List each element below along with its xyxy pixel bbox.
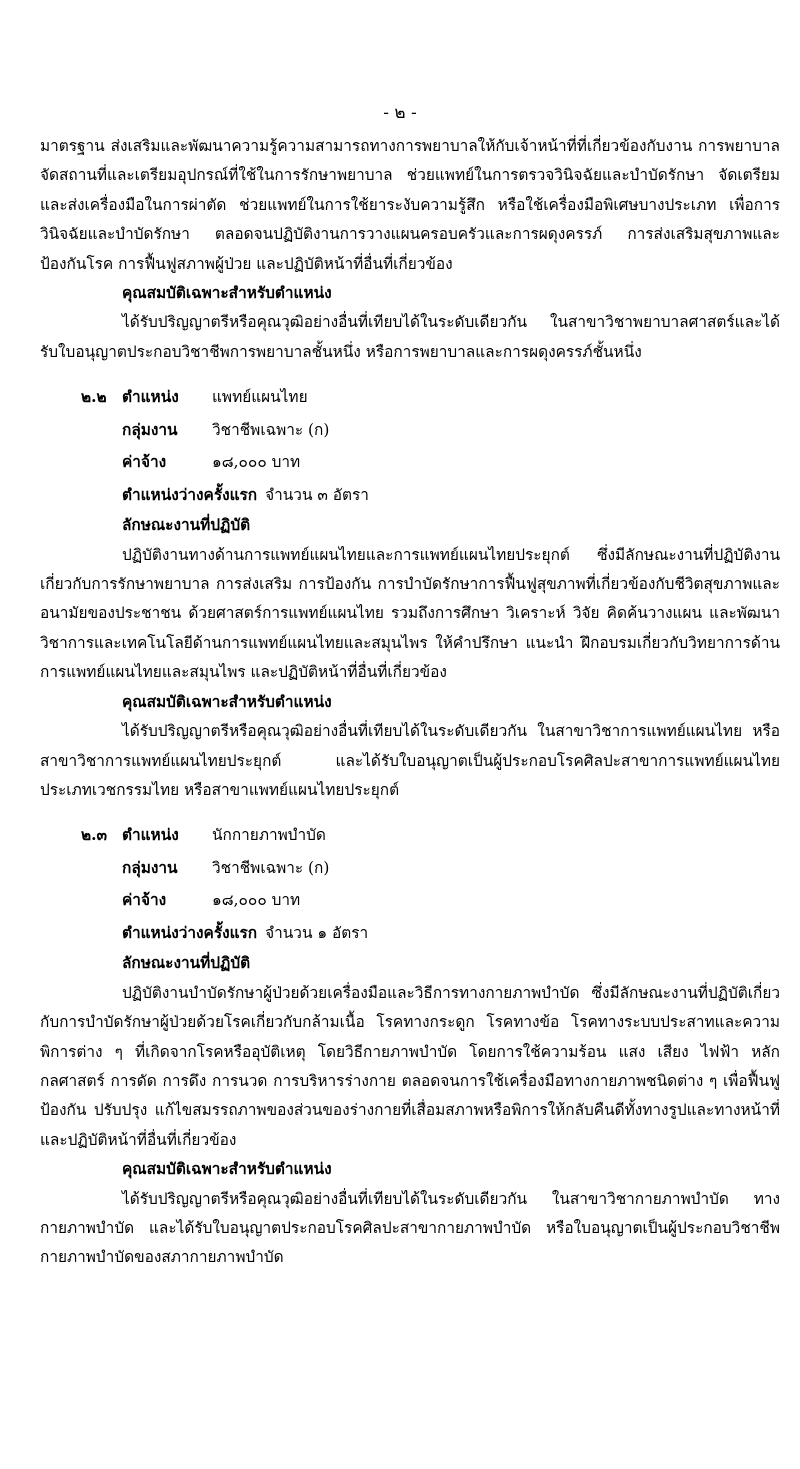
duty-text: ปฏิบัติงานทางด้านการแพทย์แผนไทยและการแพทย์แผนไทยประยุกต์ ซึ่งมีลักษณะงานที่ปฏิบัติงานเกี่ยวกับการรักษาพยาบาล การส่งเสริม การป้องกัน การบำบัดรักษาการฟื้นฟูสุขภาพที่เกี่ยวข้องกับชีวิตสุขภาพและอนามัยของประชาชน ด้วยศาสตร์การแพทย์แผนไทย รวมถึงการศึกษา วิเคราะห์ วิจัย คิดค้นวางแผน และพัฒนาวิชาการและเทคโนโลยีด้านการแพทย์แผนไทยและสมุนไพร ให้คำปรึกษา แนะนำ ฝึกอบรมเกี่ยวกับวิทยาการด้านการแพทย์แผนไทยและสมุนไพร และปฏิบัติหน้าที่อื่นที่เกี่ยวข้อง	[40, 545, 780, 682]
group-row	[40, 414, 780, 447]
vacancy-row	[40, 917, 780, 950]
wage-label: ค่าจ้าง	[122, 891, 167, 910]
qualification-text: ได้รับปริญญาตรีหรือคุณวุฒิอย่างอื่นที่เทียบได้ในระดับเดียวกัน ในสาขาวิชาการแพทย์แผนไทย หรือสาขาวิชาการแพทย์แผนไทยประยุกต์ และได้รับใบอนุญาตเป็นผู้ประกอบโรคศิลปะสาขาการแพทย์แผนไทยประเภทเวชกรรมไทย หรือสาขาแพทย์แผนไทยประยุกต์	[40, 722, 780, 799]
vacancy-value: จำนวน ๑ อัตรา	[265, 923, 369, 942]
group-value: วิชาชีพเฉพาะ (ก)	[212, 858, 330, 877]
position-row	[40, 381, 780, 414]
section-number: ๒.๓	[81, 826, 108, 845]
wage-value: ๑๘,๐๐๐ บาท	[212, 453, 301, 472]
group-label: กลุ่มงาน	[122, 858, 178, 877]
intro-qualification-heading: คุณสมบัติเฉพาะสำหรับตำแหน่ง	[122, 284, 332, 303]
document-body	[40, 132, 780, 1273]
group-label: กลุ่มงาน	[122, 420, 178, 439]
qualification-heading: คุณสมบัติเฉพาะสำหรับตำแหน่ง	[122, 1160, 332, 1179]
qualification-text: ได้รับปริญญาตรีหรือคุณวุฒิอย่างอื่นที่เทียบได้ในระดับเดียวกัน ในสาขาวิชากายภาพบำบัด ทางกายภาพบำบัด และได้รับใบอนุญาตประกอบโรคศิลปะสาขากายภาพบำบัด หรือใบอนุญาตเป็นผู้ประกอบวิชาชีพกายภาพบำบัดของสภากายภาพบำบัด	[40, 1189, 780, 1267]
vacancy-row	[40, 479, 780, 512]
intro-paragraph: มาตรฐาน ส่งเสริมและพัฒนาความรู้ความสามารถทางการพยาบาลให้กับเจ้าหน้าที่ที่เกี่ยวข้องกับงาน การพยาบาล จัดสถานที่และเตรียมอุปกรณ์ที่ใช้ในการรักษาพยาบาล ช่วยแพทย์ในการตรวจวินิจฉัยและบำบัดรักษา จัดเตรียมและส่งเครื่องมือในการผ่าตัด ช่วยแพทย์ในการใช้ยาระงับความรู้สึก หรือใช้เครื่องมือพิเศษบางประเภท เพื่อการวินิจฉัยและบำบัดรักษา ตลอดจนปฏิบัติงานการวางแผนครอบครัวและการผดุงครรภ์ การส่งเสริมสุขภาพและป้องกันโรค การฟื้นฟูสภาพผู้ป่วย และปฏิบัติหน้าที่อื่นที่เกี่ยวข้อง	[40, 137, 780, 273]
qualification-heading: คุณสมบัติเฉพาะสำหรับตำแหน่ง	[122, 692, 332, 711]
position-label: ตำแหน่ง	[122, 826, 179, 845]
wage-row	[40, 884, 780, 917]
intro-qualification-text: ได้รับปริญญาตรีหรือคุณวุฒิอย่างอื่นที่เทียบได้ในระดับเดียวกัน ในสาขาวิชาพยาบาลศาสตร์และได้รับใบอนุญาตประกอบวิชาชีพการพยาบาลชั้นหนึ่ง หรือการพยาบาลและการผดุงครรภ์ชั้นหนึ่ง	[40, 313, 780, 361]
section-number: ๒.๒	[81, 388, 107, 407]
duty-heading: ลักษณะงานที่ปฏิบัติ	[122, 954, 251, 973]
page-number: - ๒ -	[383, 103, 417, 123]
group-row	[40, 852, 780, 885]
section-2-2	[40, 381, 780, 805]
position-value: นักกายภาพบำบัด	[212, 826, 326, 845]
position-row	[40, 819, 780, 852]
section-2-3	[40, 819, 780, 1272]
wage-value: ๑๘,๐๐๐ บาท	[212, 891, 301, 910]
duty-text: ปฏิบัติงานบำบัดรักษาผู้ป่วยด้วยเครื่องมือและวิธีการทางกายภาพบำบัด ซึ่งมีลักษณะงานที่ปฏิบัติเกี่ยวกับการบำบัดรักษาผู้ป่วยด้วยโรคเกี่ยวกับกล้ามเนื้อ โรคทางกระดูก โรคทางข้อ โรคทางระบบประสาทและความพิการต่าง ๆ ที่เกิดจากโรคหรืออุบัติเหตุ โดยวิธีกายภาพบำบัด โดยการใช้ความร้อน แสง เสียง ไฟฟ้า หลักกลศาสตร์ การดัด การดึง การนวด การบริหารร่างกาย ตลอดจนการใช้เครื่องมือทางกายภาพชนิดต่าง ๆ เพื่อฟื้นฟู ป้องกัน ปรับปรุง แก้ไขสมรรถภาพของส่วนของร่างกายที่เสื่อมสภาพหรือพิการให้กลับคืนดีทั้งทางรูปและทางหน้าที่ และปฏิบัติหน้าที่อื่นที่เกี่ยวข้อง	[40, 983, 780, 1149]
vacancy-label: ตำแหน่งว่างครั้งแรก	[122, 923, 258, 942]
wage-row	[40, 446, 780, 479]
vacancy-value: จำนวน ๓ อัตรา	[265, 485, 369, 504]
group-value: วิชาชีพเฉพาะ (ก)	[212, 420, 330, 439]
wage-label: ค่าจ้าง	[122, 453, 167, 472]
position-label: ตำแหน่ง	[122, 388, 179, 407]
position-value: แพทย์แผนไทย	[212, 388, 308, 407]
duty-heading: ลักษณะงานที่ปฏิบัติ	[122, 516, 251, 535]
vacancy-label: ตำแหน่งว่างครั้งแรก	[122, 485, 258, 504]
